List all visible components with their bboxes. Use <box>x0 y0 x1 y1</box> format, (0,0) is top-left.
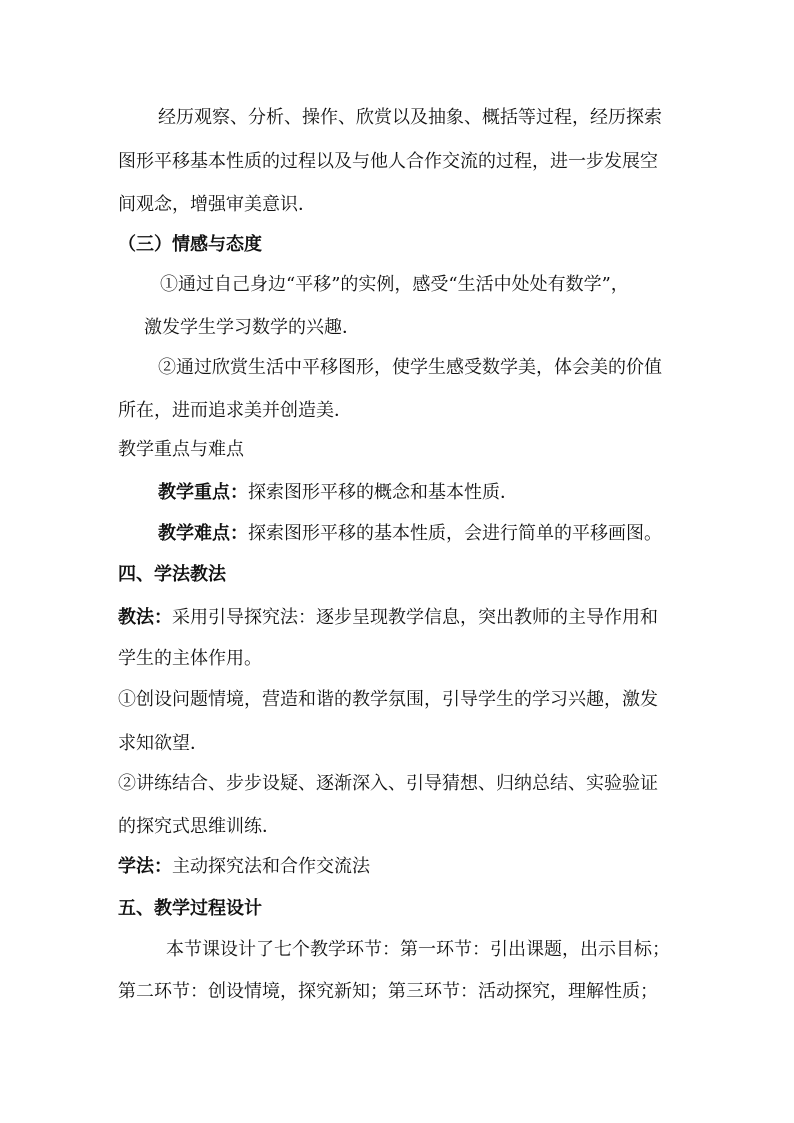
method-item-2-line-2: 的探究式思维训练． <box>118 816 280 837</box>
learn-method-label: 学法： <box>118 856 172 877</box>
section-heading-process: 五、教学过程设计 <box>118 898 262 919</box>
teach-method-text: 采用引导探究法：逐步呈现教学信息，突出教师的主导作用和 <box>172 607 658 628</box>
paragraph-process-line-2: 图形平移基本性质的过程以及与他人合作交流的过程，进一步发展空 <box>118 151 658 172</box>
method-item-1-line-2: 求知欲望． <box>118 733 208 754</box>
learn-method-text: 主动探究法和合作交流法 <box>172 856 370 877</box>
paragraph-process-line-1: 经历观察、分析、操作、欣赏以及抽象、概括等过程，经历探索 <box>158 107 662 128</box>
learn-method-line <box>118 855 684 879</box>
teach-method-line-1 <box>118 606 684 630</box>
process-text-line-2: 第二环节：创设情境，探究新知；第三环节：活动探究，理解性质； <box>118 981 658 1002</box>
teach-method-line-2: 学生的主体作用。 <box>118 648 262 669</box>
key-point-text: 探索图形平移的概念和基本性质． <box>248 482 518 503</box>
process-text-line-1: 本节课设计了七个教学环节：第一环节：引出课题，出示目标； <box>166 939 670 960</box>
emotion-item-1-line-2: 激发学生学习数学的兴趣． <box>144 317 360 338</box>
difficult-point-line <box>158 522 684 546</box>
key-points-heading: 教学重点与难点 <box>118 439 244 460</box>
key-point-label: 教学重点： <box>158 482 248 503</box>
method-item-1-line-1: ①创设问题情境，营造和谐的教学氛围，引导学生的学习兴趣，激发 <box>118 689 658 710</box>
paragraph-process-line-3: 间观念，增强审美意识． <box>118 194 316 215</box>
section-heading-emotion: （三）情感与态度 <box>118 234 262 255</box>
difficult-point-label: 教学难点： <box>158 523 248 544</box>
emotion-item-2-line-1: ②通过欣赏生活中平移图形，使学生感受数学美，体会美的价值 <box>158 357 662 378</box>
emotion-item-2-line-2: 所在，进而追求美并创造美． <box>118 400 352 421</box>
teach-method-label: 教法： <box>118 607 172 628</box>
key-point-line <box>158 481 684 505</box>
method-item-2-line-1: ②讲练结合、步步设疑、逐渐深入、引导猜想、归纳总结、实验验证 <box>118 773 658 794</box>
emotion-item-1-line-1: ①通过自己身边“平移”的实例，感受“生活中处处有数学”， <box>160 274 629 295</box>
section-heading-methods: 四、学法教法 <box>118 564 226 585</box>
difficult-point-text: 探索图形平移的基本性质，会进行简单的平移画图。 <box>248 523 662 544</box>
